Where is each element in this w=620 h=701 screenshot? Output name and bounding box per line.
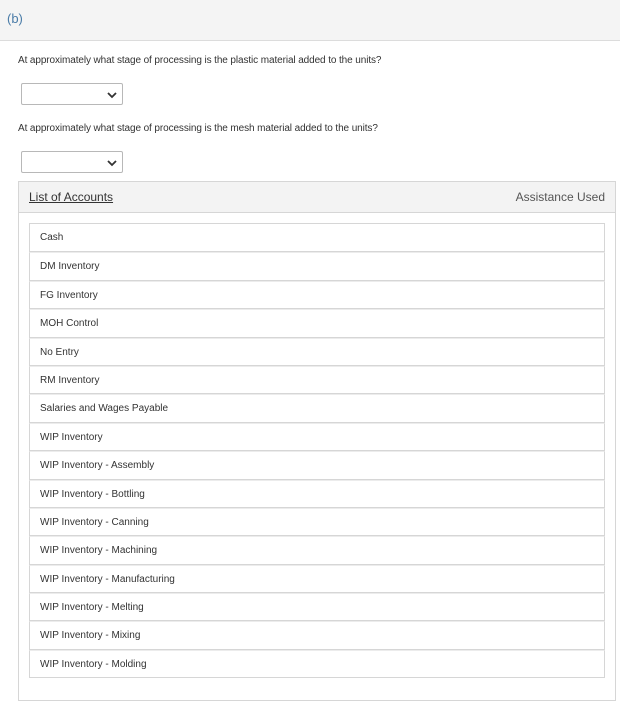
account-item[interactable]	[29, 281, 605, 309]
accounts-header	[19, 182, 615, 213]
part-header	[0, 0, 620, 41]
account-name: WIP Inventory - Assembly	[40, 460, 155, 472]
account-item[interactable]	[29, 536, 605, 564]
account-name: WIP Inventory - Molding	[40, 658, 147, 670]
account-item[interactable]	[29, 480, 605, 508]
account-item[interactable]	[29, 451, 605, 479]
account-name: Cash	[40, 232, 64, 243]
account-item[interactable]	[29, 252, 605, 280]
mesh-stage-select[interactable]	[21, 151, 123, 173]
chevron-down-icon	[107, 159, 117, 167]
account-name: WIP Inventory - Bottling	[40, 488, 145, 500]
account-name: FG Inventory	[40, 289, 98, 301]
account-item[interactable]	[29, 394, 605, 422]
list-of-accounts-link[interactable]: List of Accounts	[29, 190, 114, 204]
account-name: Salaries and Wages Payable	[40, 403, 169, 415]
account-name: WIP Inventory - Canning	[40, 516, 149, 528]
account-item[interactable]	[29, 224, 605, 252]
account-name: RM Inventory	[40, 374, 100, 386]
account-item[interactable]	[29, 423, 605, 451]
account-name: WIP Inventory	[40, 431, 103, 443]
account-item[interactable]	[29, 593, 605, 621]
question-mesh: At approximately what stage of processing is the mesh material added to the units?	[18, 123, 378, 134]
part-label: (b)	[7, 11, 23, 26]
plastic-stage-select[interactable]	[21, 83, 123, 105]
account-item[interactable]	[29, 366, 605, 394]
account-name: No Entry	[40, 346, 79, 358]
account-name: WIP Inventory - Machining	[40, 545, 158, 557]
account-name: WIP Inventory - Melting	[40, 602, 144, 614]
account-name: WIP Inventory - Manufacturing	[40, 573, 175, 585]
account-item[interactable]	[29, 621, 605, 649]
account-name: DM Inventory	[40, 261, 100, 273]
account-list	[29, 223, 605, 678]
account-item[interactable]	[29, 508, 605, 536]
accounts-panel	[18, 181, 616, 701]
account-item[interactable]	[29, 565, 605, 593]
account-name: WIP Inventory - Mixing	[40, 630, 141, 642]
account-item[interactable]	[29, 309, 605, 337]
assistance-used-label: Assistance Used	[515, 190, 605, 204]
chevron-down-icon	[107, 91, 117, 99]
account-item[interactable]	[29, 338, 605, 366]
question-plastic: At approximately what stage of processing is the plastic material added to the units?	[18, 55, 382, 66]
account-item[interactable]	[29, 650, 605, 678]
account-name: MOH Control	[40, 318, 99, 330]
